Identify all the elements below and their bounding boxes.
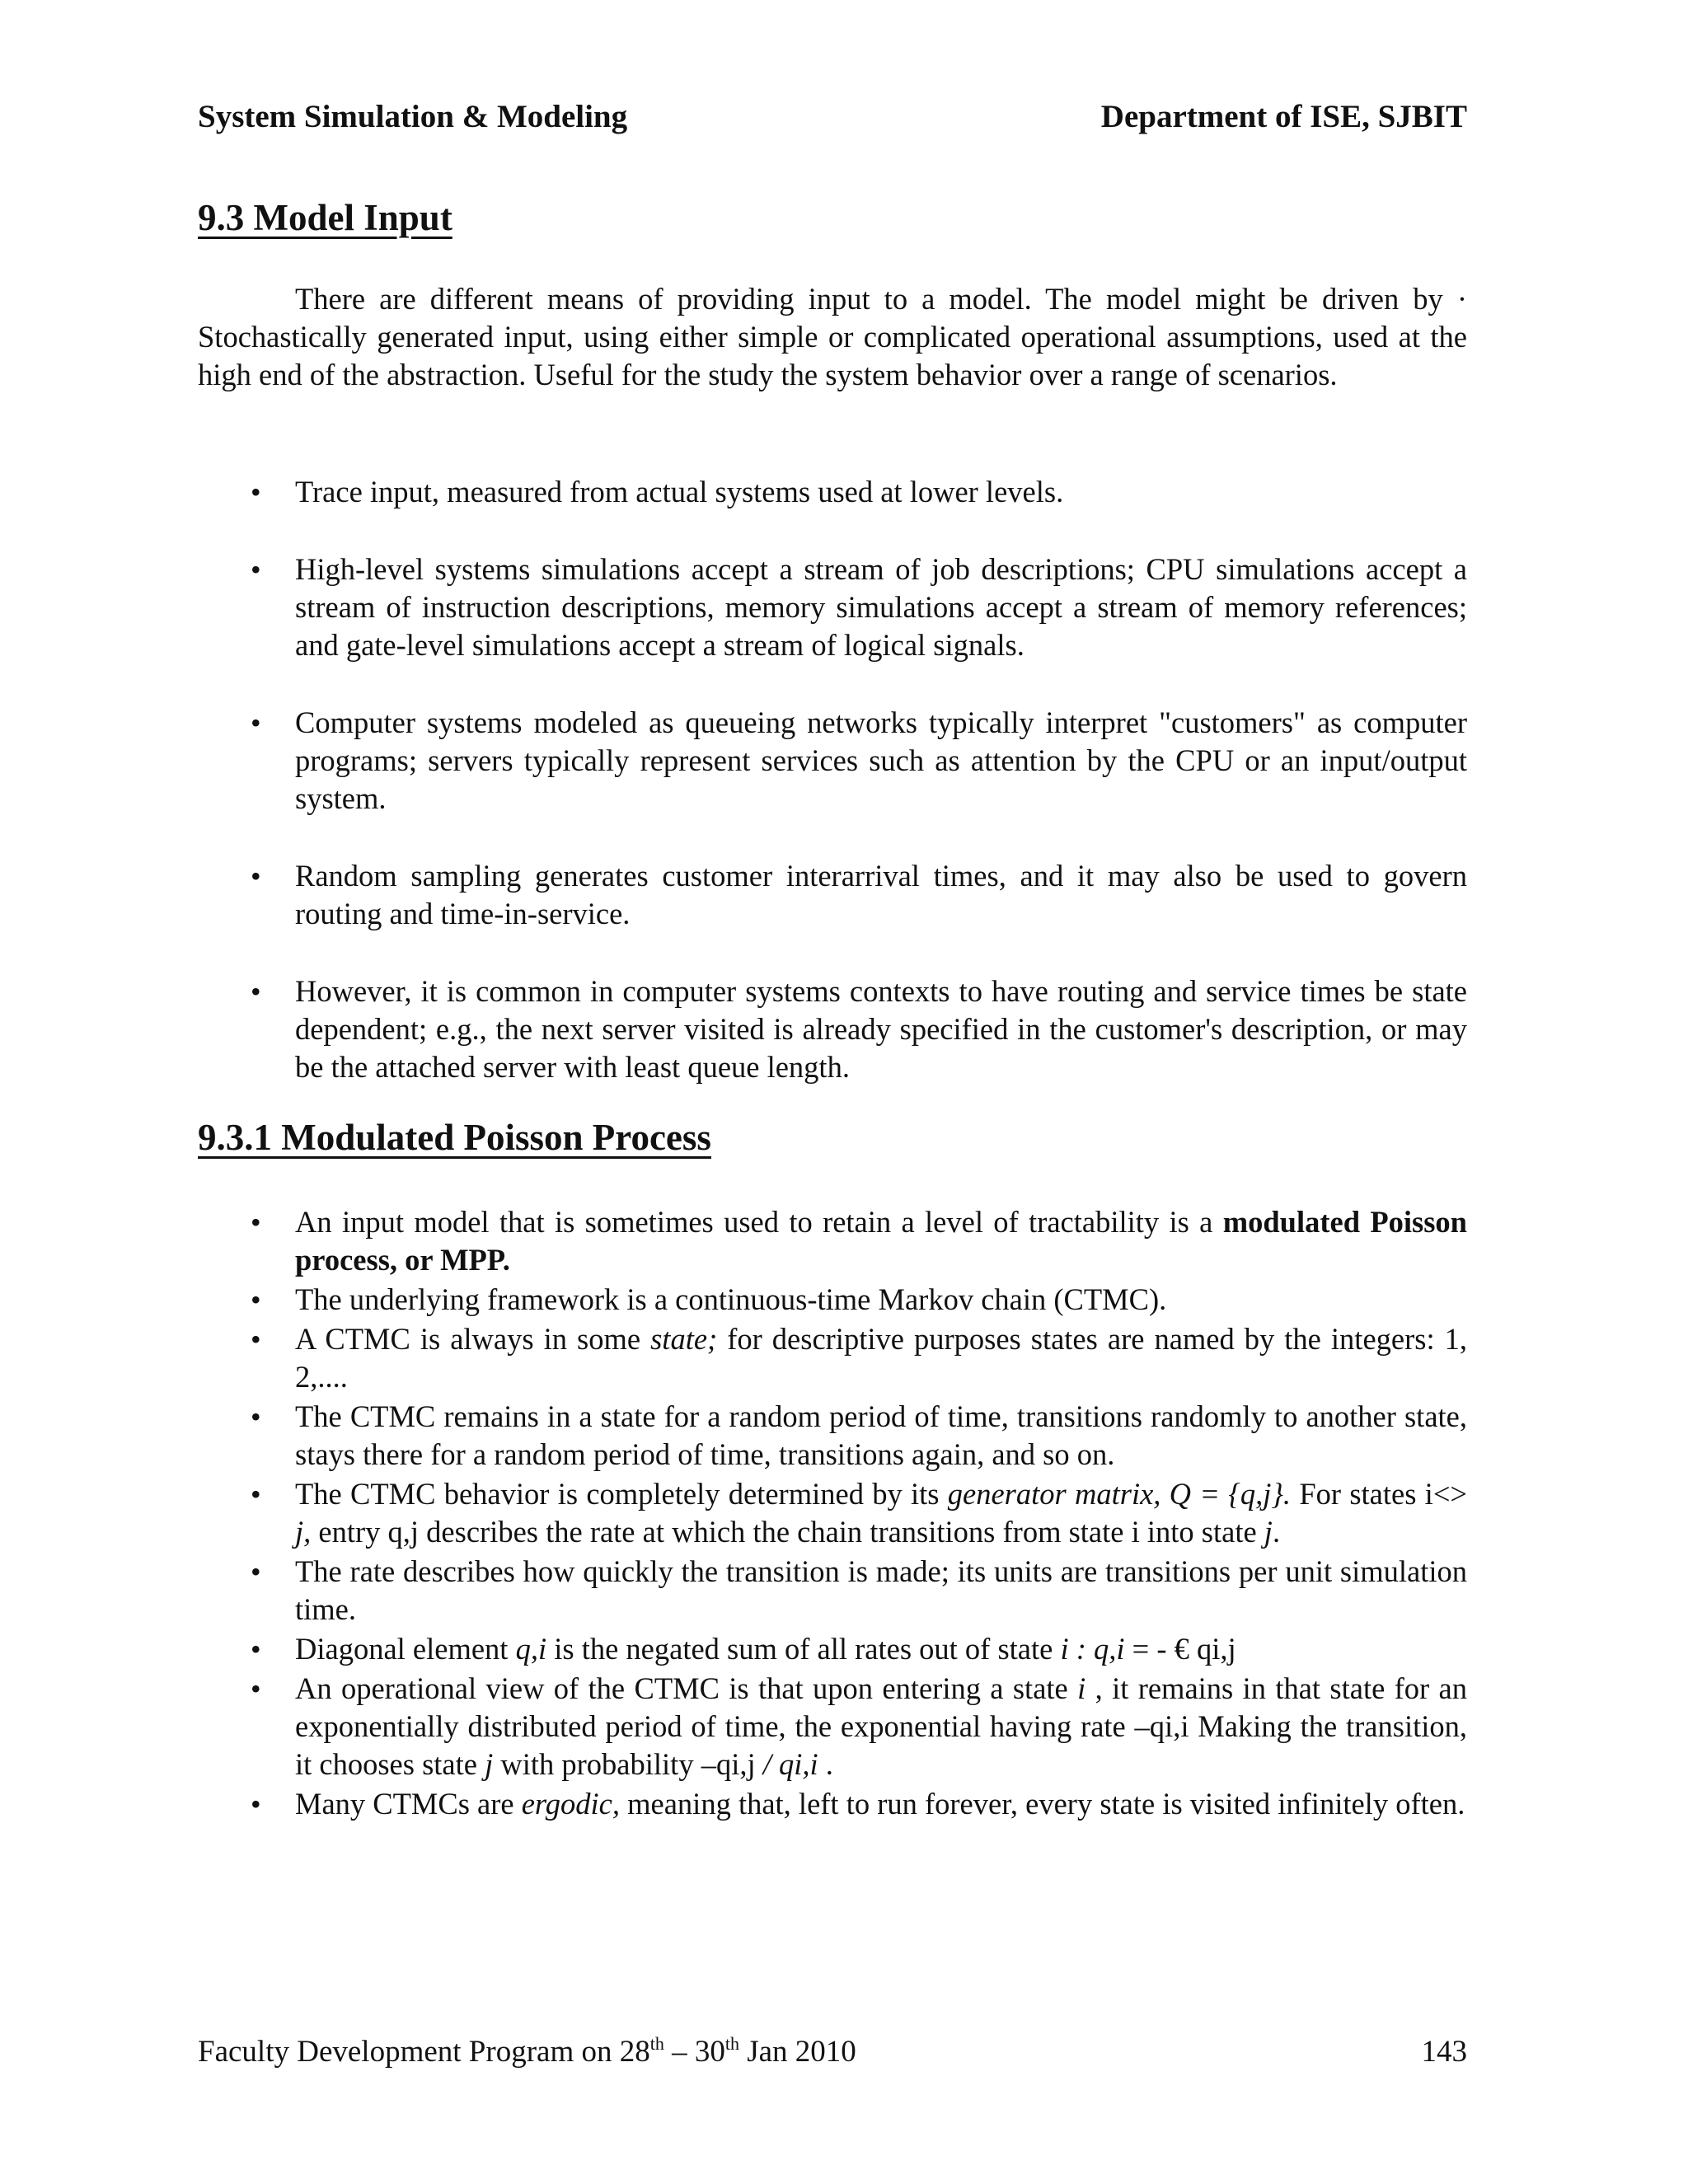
bullet-icon: • — [251, 1283, 261, 1316]
list-item: • High-level systems simulations accept a stream of job descriptions; CPU simulations accept a stream of instruction descriptions, memory simulations accept a stream of memory references; and gate-level simulations accept a stream of logical signals. — [251, 552, 1467, 662]
list-item: • The rate describes how quickly the transition is made; its units are transitions per unit simulation time. — [251, 1554, 1467, 1626]
bullet-icon: • — [251, 860, 261, 893]
list-item: • Computer systems modeled as queueing networks typically interpret "customers" as computer programs; servers typically represent services such as attention by the CPU or an input/output system. — [251, 705, 1467, 815]
footer-program-info: Faculty Development Program on 28th – 30th Jan 2010 — [198, 2033, 856, 2069]
bullet-icon: • — [251, 476, 261, 509]
header-course-title: System Simulation & Modeling — [198, 99, 628, 134]
bullet-icon: • — [251, 1555, 261, 1588]
bullet-icon: • — [251, 1323, 261, 1356]
bullet-icon: • — [251, 553, 261, 586]
list-item: • However, it is common in computer systems contexts to have routing and service times be state dependent; e.g., the next server visited is already specified in the customer's description, or may be the attached server with least queue length. — [251, 974, 1467, 1084]
page-number: 143 — [1421, 2035, 1467, 2069]
bullet-icon: • — [251, 1206, 261, 1239]
list-item: • Random sampling generates customer interarrival times, and it may also be used to govern routing and time-in-service. — [251, 859, 1467, 930]
list-item: • Trace input, measured from actual systems used at lower levels. — [198, 473, 1467, 511]
list-item: • An operational view of the CTMC is that upon entering a state i , it remains in that state for an exponentially distributed period of time, the exponential having rate –qi,i Making the transition, it chooses state j with probability –qi,j / qi,i . — [251, 1671, 1467, 1781]
list-item: • The CTMC remains in a state for a random period of time, transitions randomly to another state, stays there for a random period of time, transitions again, and so on. — [251, 1399, 1467, 1471]
bullet-icon: • — [251, 1478, 261, 1511]
list-item: • An input model that is sometimes used to retain a level of tractability is a modulated Poisson process, or MPP. — [251, 1205, 1467, 1277]
list-item: • A CTMC is always in some state; for descriptive purposes states are named by the integers: 1, 2,.... — [251, 1322, 1467, 1394]
bold-term: modulated Poisson process, or MPP. — [295, 1205, 1467, 1277]
bullet-icon: • — [251, 1672, 261, 1705]
section-heading-modulated-poisson: 9.3.1 Modulated Poisson Process — [198, 1117, 711, 1158]
bullet-icon: • — [251, 975, 261, 1008]
list-item: • The underlying framework is a continuous-time Markov chain (CTMC). — [198, 1281, 1467, 1319]
bullet-icon: • — [251, 706, 261, 739]
list-item: • Diagonal element q,i is the negated sum of all rates out of state i : q,i = - € qi,j — [198, 1630, 1467, 1668]
list-item: • Many CTMCs are ergodic, meaning that, left to run forever, every state is visited infinitely often. — [198, 1785, 1467, 1823]
intro-paragraph: There are different means of providing input to a model. The model might be driven by · Stochastically generated input, using either simple or complicated operational assumptions, used at the high end of the abstraction. Useful for the study the system behavior over a range of scenarios. — [198, 282, 1467, 391]
bullet-icon: • — [251, 1400, 261, 1433]
model-input-bullet-list — [198, 473, 1467, 1126]
section-heading-model-input: 9.3 Model Input — [198, 197, 452, 238]
list-item: • The CTMC behavior is completely determined by its generator matrix, Q = {q,j}. For states i<> j, entry q,j describes the rate at which the chain transitions from state i into state j. — [251, 1477, 1467, 1549]
bullet-icon: • — [251, 1633, 261, 1666]
header-department: Department of ISE, SJBIT — [1100, 99, 1467, 134]
bullet-icon: • — [251, 1788, 261, 1821]
mpp-bullet-list — [198, 1203, 1467, 1825]
